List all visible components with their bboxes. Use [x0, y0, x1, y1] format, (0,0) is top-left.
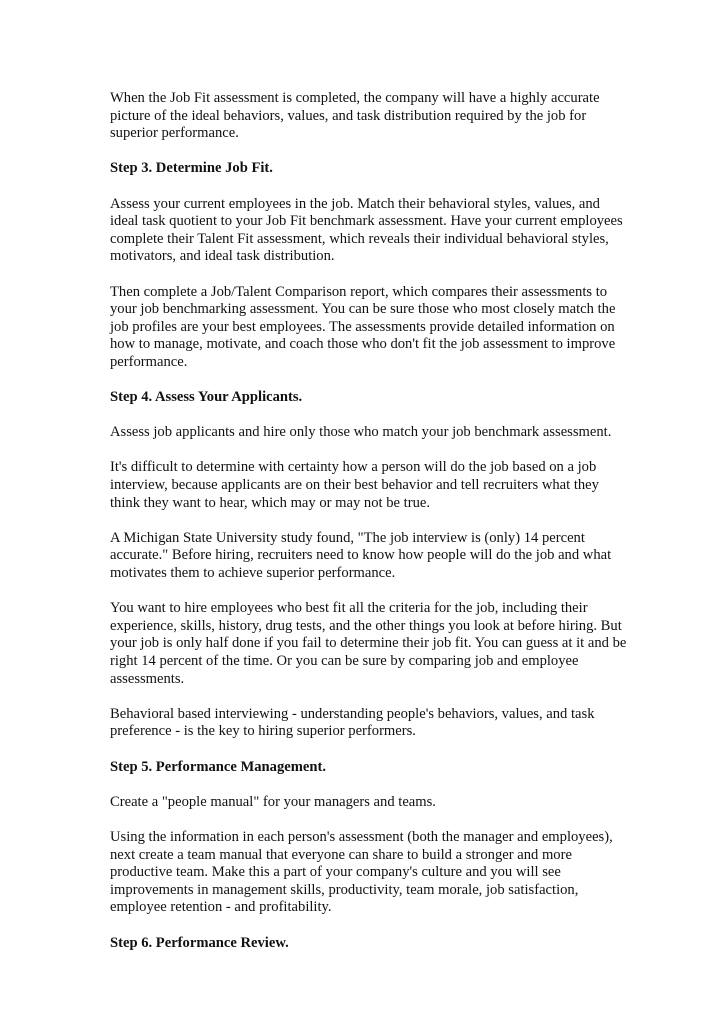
step-6-heading: Step 6. Performance Review. [110, 934, 289, 951]
step-4-paragraph-5: Behavioral based interviewing - understanding people's behaviors, values, and task preference - is the key to hiring superior performers. [110, 705, 595, 740]
document-page [110, 90, 630, 970]
step-4-paragraph-1: Assess job applicants and hire only those who match your job benchmark assessment. [110, 424, 612, 441]
step-3-paragraph-2: Then complete a Job/Talent Comparison report, which compares their assessments to your job benchmarking assessment. You can be sure those who most closely match the job profiles are your best employees. The assessments provide detailed information on how to manage, motivate, and coach those who don't fit the job assessment to improve performance. [110, 283, 616, 370]
step-4-paragraph-3: A Michigan State University study found, "The job interview is (only) 14 percent accurate." Before hiring, recruiters need to know how people will do the job and what motivates them to achieve superior performance. [110, 529, 612, 582]
step-5-paragraph-1: Create a "people manual" for your managers and teams. [110, 793, 436, 810]
step-4-paragraph-2: It's difficult to determine with certainty how a person will do the job based on a job interview, because applicants are on their best behavior and tell recruiters what they think they want to hear, which may or may not be true. [110, 459, 599, 511]
intro-paragraph: When the Job Fit assessment is completed, the company will have a highly accurate picture of the ideal behaviors, values, and task distribution required by the job for superior performance. [110, 90, 600, 142]
step-5-paragraph-2: Using the information in each person's assessment (both the manager and employees), next create a team manual that everyone can share to build a stronger and more productive team. Make this a part of your company's culture and you will see improvements in management skills, productivity, team morale, job satisfaction, employee retention - and profitability. [110, 828, 613, 916]
step-3-heading: Step 3. Determine Job Fit. [110, 160, 273, 177]
step-5-heading: Step 5. Performance Management. [110, 758, 327, 775]
step-4-heading: Step 4. Assess Your Applicants. [110, 389, 303, 406]
step-4-paragraph-4: You want to hire employees who best fit all the criteria for the job, including their experience, skills, history, drug tests, and the other things you look at before hiring. But your job is only half done if you fail to determine their job fit. You can guess at it and be right 14 percent of the time. Or you can be sure by comparing job and employee assessments. [110, 600, 627, 687]
step-3-paragraph-1: Assess your current employees in the job. Match their behavioral styles, values, and ideal task quotient to your Job Fit benchmark assessment. Have your current employees complete their Talent Fit assessment, which reveals their individual behavioral styles, motivators, and ideal task distribution. [110, 195, 623, 265]
